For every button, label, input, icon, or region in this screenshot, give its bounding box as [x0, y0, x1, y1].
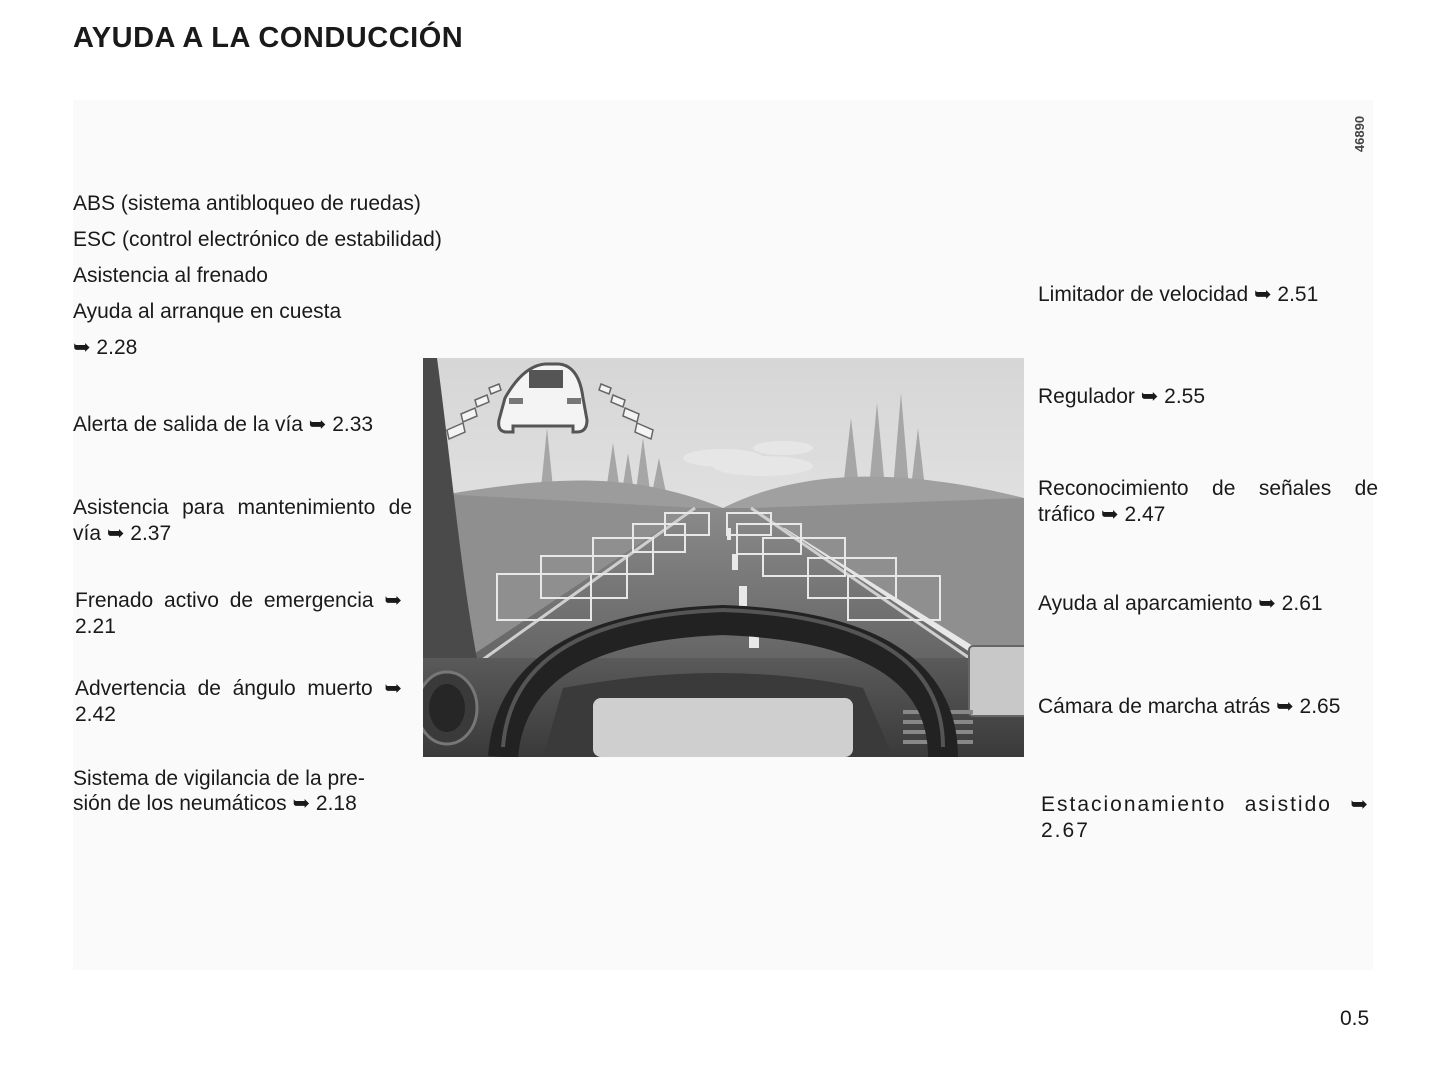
- label-abs: ABS (sistema antibloqueo de ruedas): [73, 192, 421, 215]
- label-blind-spot: Advertencia de ángulo muerto ➥ 2.42: [75, 677, 402, 726]
- label-cruise-control: Regulador ➥ 2.55: [1038, 385, 1206, 408]
- label-speed-limiter: Limitador de velocidad ➥ 2.51: [1038, 283, 1319, 306]
- page-number: 0.5: [1340, 1007, 1370, 1030]
- label-assisted-parking: Estacionamiento asistido ➥ 2.67: [1041, 793, 1370, 842]
- label-lane-keeping: Asistencia para mantenimiento de vía ➥ 2.37: [73, 496, 412, 545]
- label-parking-assist: Ayuda al aparcamiento ➥ 2.61: [1038, 592, 1323, 615]
- label-esc: ESC (control electrónico de estabilidad): [73, 228, 442, 251]
- page-title: AYUDA A LA CONDUCCIÓN: [73, 22, 464, 54]
- driving-assist-illustration: [423, 358, 1024, 757]
- figure-reference-code: 46890: [1352, 115, 1367, 153]
- label-brake-assist: Asistencia al frenado: [73, 264, 268, 287]
- label-traffic-sign-recognition: Reconocimiento de señales de tráfico ➥ 2.47: [1038, 477, 1378, 526]
- label-lane-departure: Alerta de salida de la vía ➥ 2.33: [73, 413, 374, 436]
- label-tyre-pressure-line2: sión de los neumáticos ➥ 2.18: [73, 792, 357, 815]
- label-emergency-braking: Frenado activo de emergencia ➥ 2.21: [75, 589, 402, 638]
- label-rear-camera: Cámara de marcha atrás ➥ 2.65: [1038, 695, 1341, 718]
- label-hill-start-ref[interactable]: ➥ 2.28: [73, 336, 138, 359]
- instrument-screen: [593, 698, 853, 757]
- label-hill-start: Ayuda al arranque en cuesta: [73, 300, 342, 323]
- label-tyre-pressure-line1: Sistema de vigilancia de la pre-: [73, 767, 365, 790]
- illustration-svg: [423, 358, 1024, 757]
- center-display: [969, 646, 1024, 716]
